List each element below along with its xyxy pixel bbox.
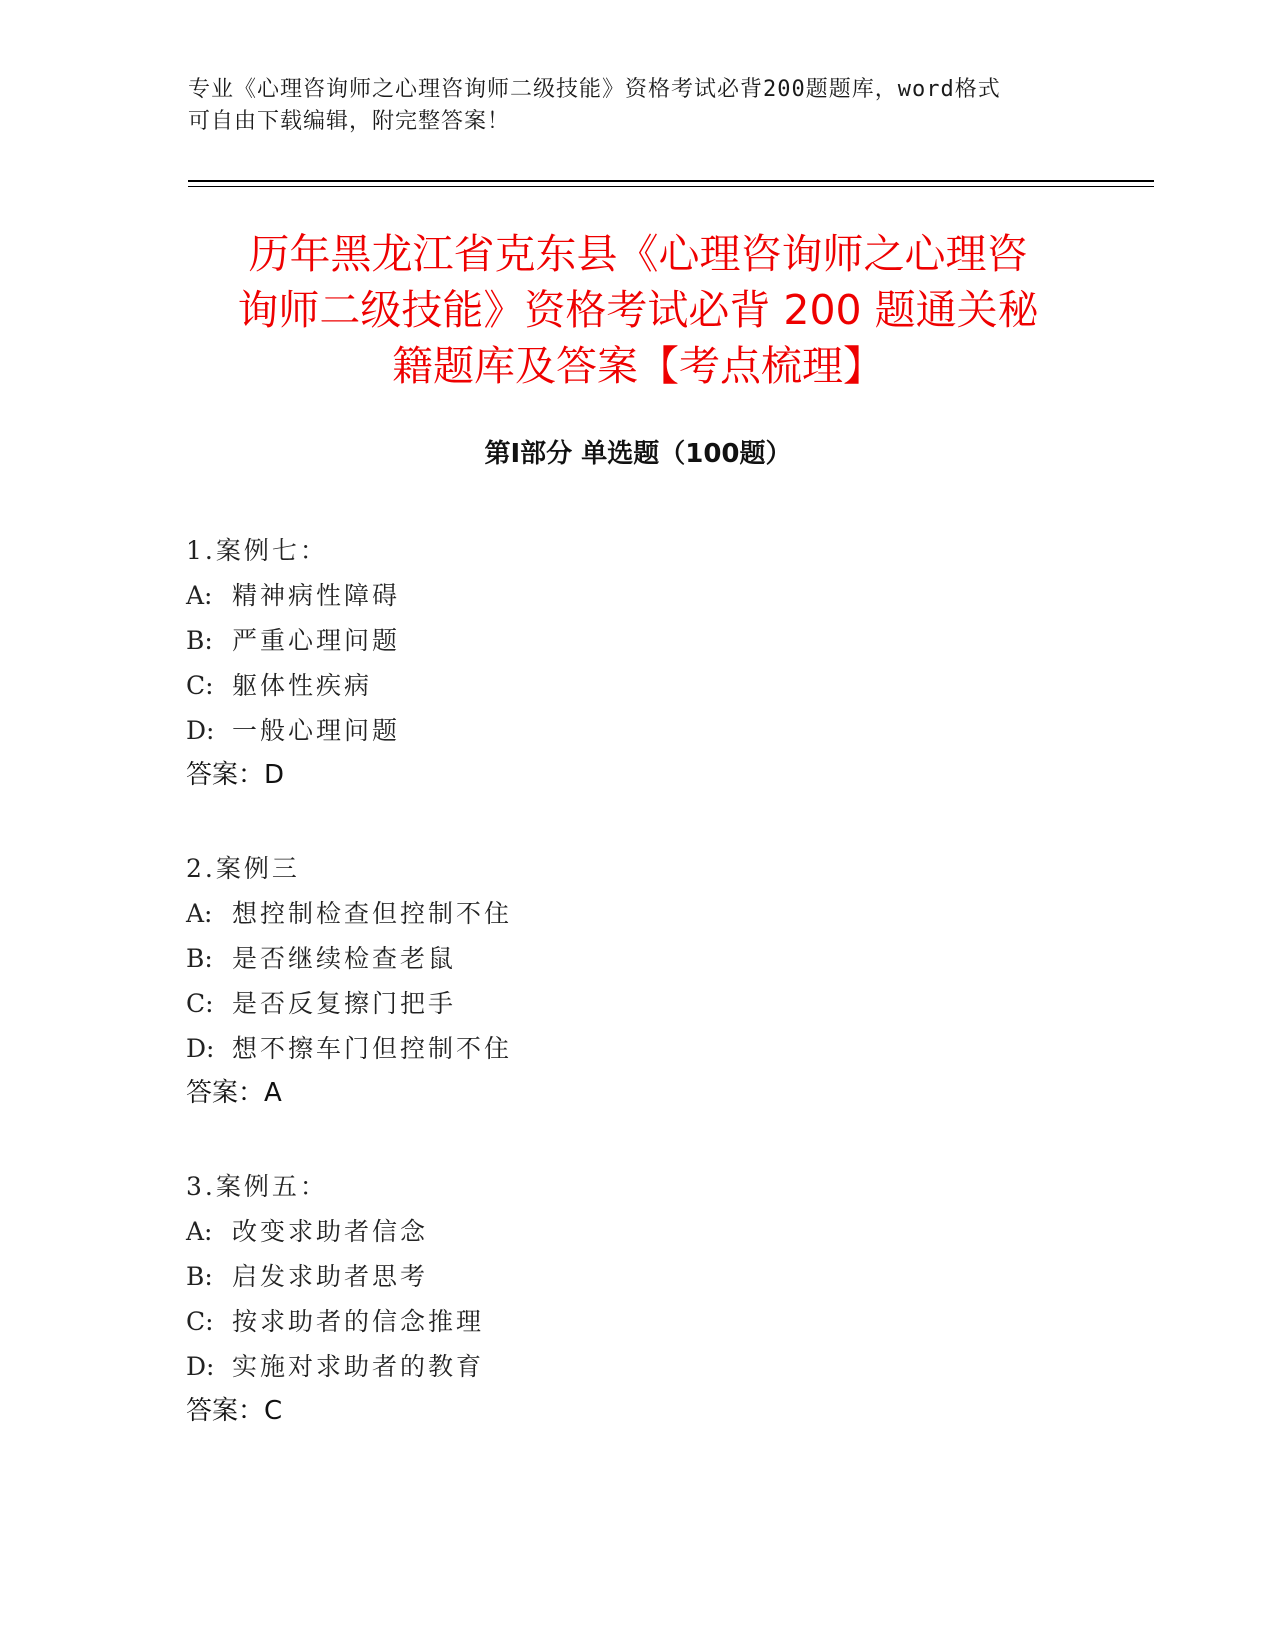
- option-text: 是否继续检查老鼠: [232, 944, 457, 973]
- question-stem: 1.案例七：: [186, 536, 328, 565]
- question-2: [186, 846, 986, 1116]
- answer: 答案：D: [186, 760, 285, 790]
- document-title: [188, 226, 1088, 394]
- option-a: [186, 891, 986, 936]
- option-text: 想控制检查但控制不住: [232, 899, 513, 928]
- option-text: 是否反复擦门把手: [232, 989, 457, 1018]
- option-letter: C:: [186, 1307, 214, 1336]
- option-b: [186, 936, 986, 981]
- question-stem: 2.案例三: [186, 854, 300, 883]
- option-d: [186, 1344, 986, 1389]
- option-text: 按求助者的信念推理: [232, 1307, 485, 1336]
- option-letter: A:: [186, 899, 213, 928]
- answer: 答案：C: [186, 1396, 283, 1426]
- header-rule-thin: [188, 186, 1154, 187]
- option-b: [186, 618, 986, 663]
- option-letter: D:: [186, 1034, 215, 1063]
- option-letter: B:: [186, 626, 213, 655]
- option-text: 严重心理问题: [232, 626, 401, 655]
- title-line-2: 询师二级技能》资格考试必背 200 题通关秘: [237, 286, 1039, 334]
- option-letter: D:: [186, 716, 215, 745]
- option-letter: D:: [186, 1352, 215, 1381]
- option-c: [186, 1299, 986, 1344]
- option-d: [186, 708, 986, 753]
- question-1: [186, 528, 986, 798]
- question-3: [186, 1164, 986, 1434]
- option-c: [186, 981, 986, 1026]
- option-text: 想不擦车门但控制不住: [232, 1034, 513, 1063]
- option-d: [186, 1026, 986, 1071]
- option-letter: C:: [186, 989, 214, 1018]
- header-note-line-1: 专业《心理咨询师之心理咨询师二级技能》资格考试必背200题题库，word格式: [188, 77, 1001, 102]
- question-stem: 3.案例五：: [186, 1172, 328, 1201]
- option-text: 改变求助者信念: [232, 1217, 429, 1246]
- section-heading: 第Ⅰ部分 单选题（100题）: [484, 439, 792, 469]
- option-text: 躯体性疾病: [232, 671, 373, 700]
- option-b: [186, 1254, 986, 1299]
- option-text: 实施对求助者的教育: [232, 1352, 485, 1381]
- option-letter: A:: [186, 1217, 213, 1246]
- answer: 答案：A: [186, 1078, 282, 1108]
- option-a: [186, 573, 986, 618]
- option-text: 精神病性障碍: [232, 581, 401, 610]
- header-note: [188, 74, 1068, 138]
- option-letter: B:: [186, 944, 213, 973]
- option-a: [186, 1209, 986, 1254]
- option-text: 一般心理问题: [232, 716, 401, 745]
- title-line-1: 历年黑龙江省克东县《心理咨询师之心理咨: [248, 230, 1028, 278]
- option-letter: B:: [186, 1262, 213, 1291]
- option-c: [186, 663, 986, 708]
- option-text: 启发求助者思考: [232, 1262, 429, 1291]
- option-letter: A:: [186, 581, 213, 610]
- header-rule-thick: [188, 180, 1154, 182]
- title-line-3: 籍题库及答案【考点梳理】: [392, 342, 884, 390]
- option-letter: C:: [186, 671, 214, 700]
- header-note-line-2: 可自由下载编辑，附完整答案！: [188, 109, 511, 134]
